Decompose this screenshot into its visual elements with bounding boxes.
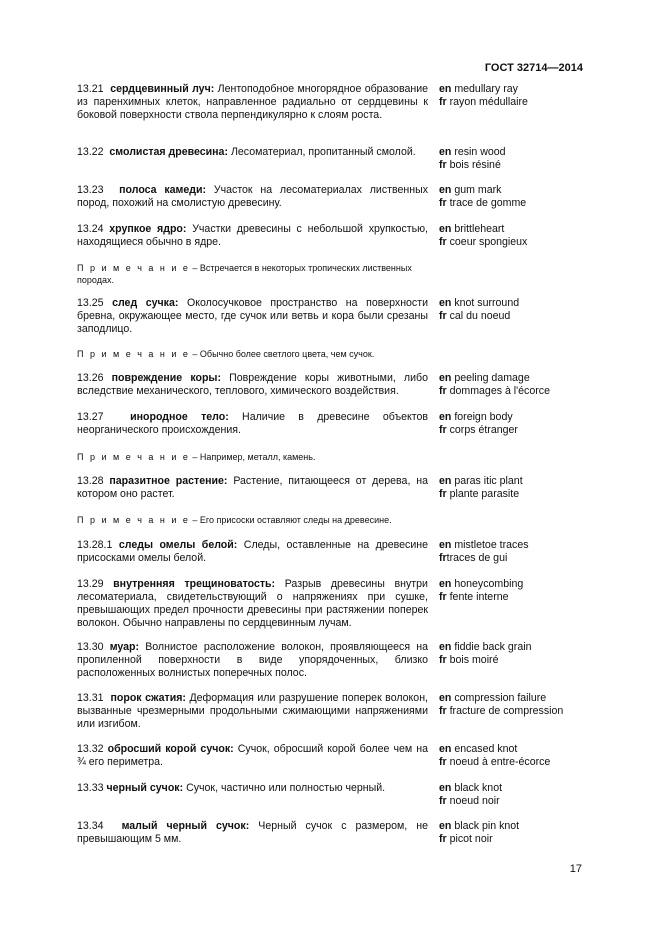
translations (439, 184, 604, 210)
definition-text: Наличие в древесине объектов неорганического происхождения. (77, 411, 428, 436)
translations (439, 372, 604, 398)
translations (439, 820, 604, 846)
term-name: следы омелы белой: (118, 539, 238, 551)
lang-en-label: en (439, 820, 452, 832)
lang-fr-label: fr (439, 833, 447, 845)
note-label: П р и м е ч а н и е (77, 452, 190, 462)
term-definition (77, 297, 428, 336)
translation-fr: fracture de compression (449, 705, 564, 717)
translation-en: foreign body (454, 411, 513, 423)
standard-code: ГОСТ 32714—2014 (484, 62, 583, 74)
lang-en-label: en (439, 83, 452, 95)
translations (439, 692, 604, 718)
term-name: инородное тело: (130, 411, 229, 423)
term-number: 13.32 (77, 743, 104, 755)
note-text: – Обычно более светлого цвета, чем сучок. (189, 349, 375, 359)
term-definition (77, 578, 428, 630)
note-13-25 (77, 348, 428, 360)
lang-fr-label: fr (439, 591, 447, 603)
note-label: П р и м е ч а н и е (77, 263, 190, 273)
term-number: 13.22 (77, 146, 104, 158)
term-name: обросший корой сучок: (107, 743, 234, 755)
translation-en: fiddie back grain (454, 641, 532, 653)
term-number: 13.34 (77, 820, 104, 832)
term-number: 13.26 (77, 372, 104, 384)
definition-text: Лесоматериал, пропитанный смолой. (230, 146, 416, 158)
translation-en: honeycombing (454, 578, 524, 590)
lang-fr-label: fr (439, 236, 447, 248)
term-definition (77, 223, 428, 249)
lang-fr-label: fr (439, 756, 447, 768)
lang-en-label: en (439, 223, 452, 235)
lang-fr-label: fr (439, 159, 447, 171)
lang-fr-label: fr (439, 96, 447, 108)
definition-text: Черный сучок с размером, не превышающим 5 мм. (77, 820, 428, 845)
note-text: – Встречается в некоторых тропических лиственных породах. (77, 263, 412, 285)
page-number: 17 (569, 863, 582, 875)
definition-text: Сучок, обросший корой более чем на ¾ его периметра. (77, 743, 428, 768)
lang-en-label: en (439, 146, 452, 158)
translation-en: black knot (454, 782, 503, 794)
term-definition (77, 820, 428, 846)
translation-en: knot surround (454, 297, 520, 309)
lang-en-label: en (439, 411, 452, 423)
translation-fr: bois moiré (449, 654, 499, 666)
term-number: 13.33 (77, 782, 104, 794)
translation-en: paras itic plant (454, 475, 523, 487)
translations (439, 782, 604, 808)
definition-text: Следы, оставленные на древесине присосками омелы белой. (77, 539, 428, 564)
definition-text: Участки древесины с небольшой хрупкостью, находящиеся обычно в ядре. (77, 223, 429, 248)
translations (439, 411, 604, 437)
lang-fr-label: fr (439, 385, 447, 397)
term-definition (77, 411, 428, 437)
term-name: смолистая древесина: (109, 146, 228, 158)
translation-fr: corps étranger (449, 424, 518, 436)
term-name: полоса камеди: (119, 184, 207, 196)
term-number: 13.21 (77, 83, 104, 95)
lang-fr-label: fr (439, 310, 447, 322)
definition-text: Сучок, частично или полностью черный. (186, 782, 386, 794)
definition-text: Волнистое расположение волокон, проявляющееся на пропиленной поверхности в виде упорядоченных, близко расположенных волнистых поперечных полос. (77, 641, 428, 679)
term-definition (77, 372, 428, 398)
lang-fr-label: fr (439, 197, 447, 209)
translation-en: mistletoe traces (454, 539, 529, 551)
term-name: паразитное растение: (109, 475, 228, 487)
translation-fr: noeud noir (449, 795, 500, 807)
term-name: внутренняя трещиноватость: (113, 578, 276, 590)
lang-en-label: en (439, 743, 452, 755)
note-text: – Например, металл, камень. (189, 452, 316, 462)
translations (439, 641, 604, 667)
definition-text: Разрыв древесины внутри лесоматериала, свидетельствующий о напряжениях при сушке, превышающих предел прочности древесины при растяжении поперек волокон. Обычно направлены по сердцевинным лучам. (77, 578, 428, 629)
lang-fr-label: fr (439, 654, 447, 666)
note-label: П р и м е ч а н и е (77, 515, 190, 525)
term-number: 13.31 (77, 692, 104, 704)
term-definition (77, 475, 428, 501)
translations (439, 83, 604, 109)
translations (439, 578, 604, 604)
term-name: малый черный сучок: (121, 820, 250, 832)
term-number: 13.28 (77, 475, 104, 487)
definition-text: Участок на лесоматериалах лиственных пород, похожий на смолистую древесину. (77, 184, 428, 209)
term-number: 13.30 (77, 641, 104, 653)
lang-en-label: en (439, 184, 452, 196)
definition-text: Деформация или разрушение поперек волокон, вызванные чрезмерными продольными сжимающими напряжениями или изгибом. (77, 692, 428, 730)
translation-fr: rayon médullaire (449, 96, 528, 108)
translation-fr: fente interne (449, 591, 509, 603)
lang-fr-label: fr (439, 488, 447, 500)
translation-en: gum mark (454, 184, 502, 196)
lang-fr-label: fr (439, 795, 447, 807)
translation-en: medullary ray (454, 83, 518, 95)
term-definition (77, 184, 428, 210)
translation-fr: cal du noeud (449, 310, 511, 322)
note-13-28 (77, 514, 428, 526)
translations (439, 475, 604, 501)
term-name: порок сжатия: (110, 692, 186, 704)
translation-fr: traces de gui (446, 552, 508, 564)
term-number: 13.25 (77, 297, 104, 309)
lang-fr-label: fr (439, 552, 447, 564)
translation-en: compression failure (454, 692, 547, 704)
translation-en: black pin knot (454, 820, 520, 832)
lang-en-label: en (439, 297, 452, 309)
term-name: муар: (109, 641, 140, 653)
translations (439, 146, 604, 172)
term-definition (77, 782, 428, 795)
term-definition (77, 692, 428, 731)
translations (439, 297, 604, 323)
term-name: хрупкое ядро: (109, 223, 187, 235)
definition-text: Растение, питающееся от дерева, на котором оно растет. (77, 475, 428, 500)
term-definition (77, 539, 428, 565)
term-definition (77, 641, 428, 680)
translation-fr: plante parasite (449, 488, 520, 500)
translation-fr: trace de gomme (449, 197, 527, 209)
note-label: П р и м е ч а н и е (77, 349, 190, 359)
lang-en-label: en (439, 539, 452, 551)
translation-fr: dommages à l'écorce (449, 385, 550, 397)
translations (439, 539, 604, 565)
lang-en-label: en (439, 372, 452, 384)
term-name: сердцевинный луч: (110, 83, 215, 95)
term-number: 13.29 (77, 578, 104, 590)
translation-fr: coeur spongieux (449, 236, 528, 248)
lang-fr-label: fr (439, 424, 447, 436)
lang-en-label: en (439, 692, 452, 704)
note-13-27 (77, 451, 428, 463)
definition-text: Лентоподобное многорядное образование из паренхимных клеток, направленное радиально от сердцевины к боковой поверхности ствола перпендикулярно к слоям роста. (77, 83, 429, 121)
term-number: 13.24 (77, 223, 104, 235)
translation-en: brittleheart (454, 223, 505, 235)
note-text: – Его присоски оставляют следы на древесине. (189, 515, 392, 525)
translation-en: encased knot (454, 743, 518, 755)
term-name: повреждение коры: (111, 372, 221, 384)
lang-en-label: en (439, 641, 452, 653)
translations (439, 743, 604, 769)
translation-en: peeling damage (454, 372, 530, 384)
term-number: 13.23 (77, 184, 104, 196)
translations (439, 223, 604, 249)
translation-fr: picot noir (449, 833, 493, 845)
definition-text: Околосучковое пространство на поверхности бревна, окружающее место, где сучок или ветвь и кора были срезаны заподлицо. (77, 297, 429, 335)
lang-fr-label: fr (439, 705, 447, 717)
term-number: 13.28.1 (77, 539, 113, 551)
translation-fr: bois résiné (449, 159, 501, 171)
lang-en-label: en (439, 475, 452, 487)
lang-en-label: en (439, 578, 452, 590)
term-definition (77, 83, 428, 122)
definition-text: Повреждение коры животными, либо вследствие механического, теплового, химического воздействия. (77, 372, 428, 397)
term-definition (77, 146, 428, 159)
term-number: 13.27 (77, 411, 104, 423)
term-name: след сучка: (112, 297, 179, 309)
translation-fr: noeud à entre-écorce (449, 756, 551, 768)
translation-en: resin wood (454, 146, 506, 158)
term-definition (77, 743, 428, 769)
note-13-24 (77, 262, 428, 286)
lang-en-label: en (439, 782, 452, 794)
term-name: черный сучок: (106, 782, 184, 794)
